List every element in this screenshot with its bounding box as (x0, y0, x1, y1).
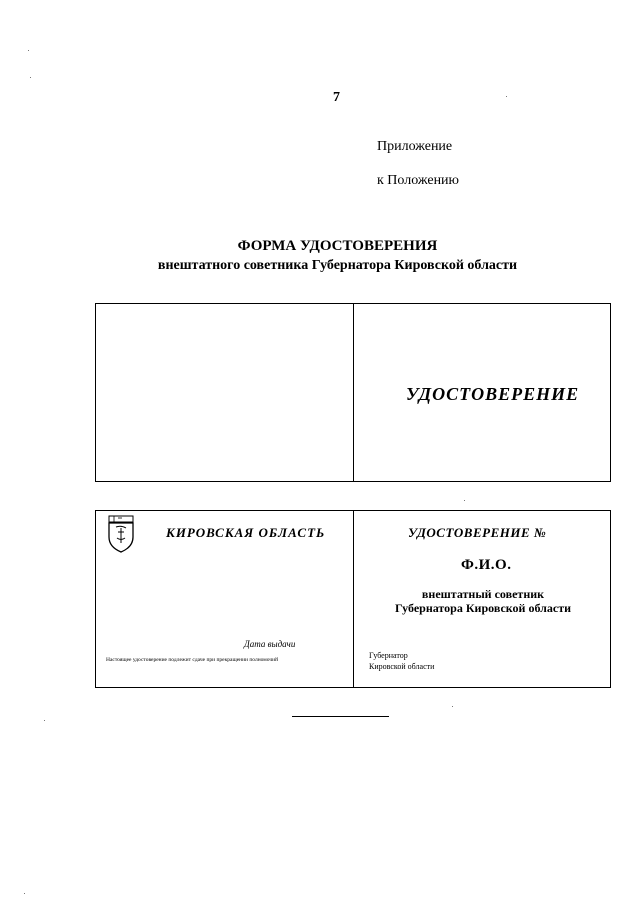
certificate-number-label: УДОСТОВЕРЕНИЕ № (408, 525, 547, 540)
document-title: ФОРМА УДОСТОВЕРЕНИЯ (237, 238, 438, 254)
page-number: 7 (333, 90, 340, 105)
scan-speck (464, 500, 465, 501)
signatory-title-line1: Губернатор (369, 651, 408, 660)
issue-date-label: Дата выдачи (244, 639, 296, 649)
scan-speck (506, 96, 507, 97)
holder-role-line1: внештатный советник (421, 587, 545, 601)
certificate-inside (95, 510, 611, 688)
certificate-cover (95, 303, 611, 482)
region-name: КИРОВСКАЯ ОБЛАСТЬ (166, 525, 326, 540)
signatory-title-line2: Кировской области (369, 662, 435, 671)
scan-speck (452, 706, 453, 707)
holder-name-placeholder: Ф.И.О. (461, 557, 512, 573)
scan-speck (24, 893, 25, 894)
scan-speck (28, 50, 29, 51)
holder-role-line2: Губернатора Кировской области (394, 601, 572, 615)
cover-fold-line (353, 304, 354, 481)
annex-label: Приложение (377, 139, 453, 154)
document-subtitle: внештатного советника Губернатора Кировской области (157, 258, 518, 273)
scan-speck (30, 77, 31, 78)
return-notice: Настоящее удостоверение подлежит сдаче при прекращении полномочий (106, 657, 279, 663)
annex-reference: к Положению (377, 173, 460, 188)
cover-heading: УДОСТОВЕРЕНИЕ (406, 384, 580, 404)
coat-of-arms-icon (106, 515, 136, 553)
end-of-document-rule (292, 716, 389, 717)
scan-speck (44, 720, 45, 721)
